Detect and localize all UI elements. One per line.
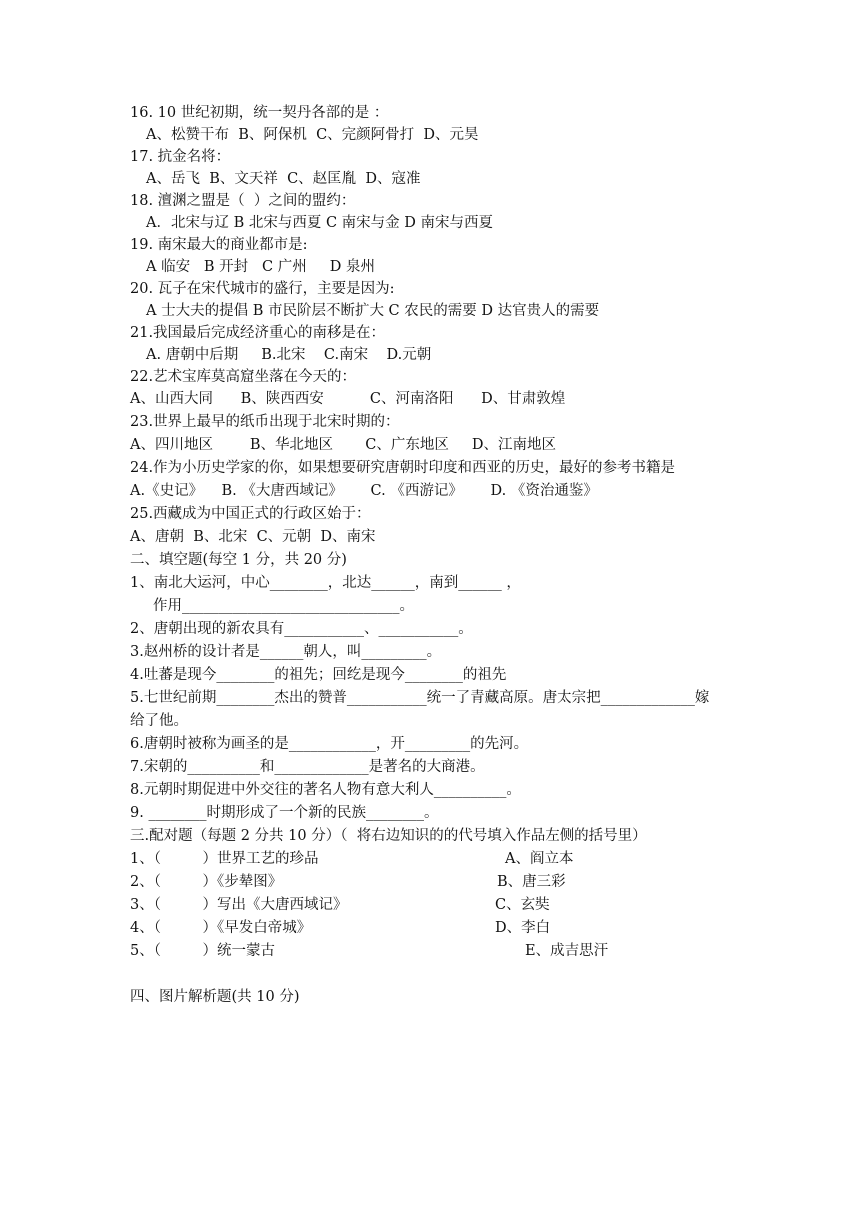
question-19-options: A 临安 B 开封 C 广州 D 泉州 (146, 259, 375, 275)
question-25-options: A、唐朝 B、北宋 C、元朝 D、南宋 (130, 529, 376, 545)
question-24-options: A.《史记》 B. 《大唐西域记》 C. 《西游记》 D. 《资治通鉴》 (130, 483, 598, 499)
section-4-heading: 四、图片解析题(共 10 分) (130, 989, 300, 1005)
fill-1: 1、南北大运河，中心________，北达______，南到______ ， (130, 575, 521, 591)
question-25: 25.西藏成为中国正式的行政区始于： (130, 506, 371, 522)
question-22-options: A、山西大同 B、陕西西安 C、河南洛阳 D、甘肃敦煌 (130, 391, 566, 407)
question-23-options: A、四川地区 B、华北地区 C、广东地区 D、江南地区 (130, 437, 557, 453)
question-21: 21.我国最后完成经济重心的南移是在： (130, 325, 386, 341)
section-2-heading: 二、填空题(每空 1 分，共 20 分) (130, 552, 347, 568)
fill-5-cont: 给了他。 (130, 713, 188, 729)
fill-1-cont: 作用______________________________。 (153, 598, 414, 614)
match-left-5: 5、（ ）统一蒙古 (130, 943, 275, 959)
question-17: 17. 抗金名将： (130, 149, 231, 165)
fill-6: 6.唐朝时被称为画圣的是____________，开_________的先河。 (130, 736, 529, 752)
section-3-heading: 三.配对题（每题 2 分共 10 分）（ 将右边知识的的代号填入作品左侧的括号里） (130, 828, 647, 844)
fill-9: 9. ________时期形成了一个新的民族________。 (130, 805, 439, 821)
fill-5: 5.七世纪前期________杰出的赞普___________统一了青藏高原。唐太宗把_____________嫁 (130, 690, 710, 706)
fill-3: 3.赵州桥的设计者是______朝人，叫_________。 (130, 644, 442, 660)
fill-8: 8.元朝时期促进中外交往的著名人物有意大利人__________。 (130, 782, 521, 798)
question-20: 20. 瓦子在宋代城市的盛行，主要是因为: (130, 281, 395, 297)
match-left-2: 2、（ ）《步辇图》 (130, 874, 283, 890)
fill-4: 4.吐蕃是现今________的祖先；回纥是现今________的祖先 (130, 667, 507, 683)
match-right-a: A、阎立本 (505, 851, 574, 867)
question-23: 23.世界上最早的纸币出现于北宋时期的： (130, 414, 400, 430)
question-22: 22.艺术宝库莫高窟坐落在今天的： (130, 369, 357, 385)
fill-2: 2、唐朝出现的新农具有___________、___________。 (130, 621, 473, 637)
match-right-d: D、李白 (495, 920, 551, 936)
question-18-options: A．北宋与辽 B 北宋与西夏 C 南宋与金 D 南宋与西夏 (146, 215, 493, 231)
question-20-options: A 士大夫的提倡 B 市民阶层不断扩大 C 农民的需要 D 达官贵人的需要 (146, 303, 600, 319)
question-17-options: A、岳飞 B、文天祥 C、赵匡胤 D、寇准 (146, 171, 421, 187)
match-right-c: C、玄奘 (495, 897, 550, 913)
question-16: 16. 10 世纪初期，统一契丹各部的是 ： (130, 105, 389, 121)
match-right-b: B、唐三彩 (497, 874, 566, 890)
match-left-1: 1、（ ）世界工艺的珍品 (130, 851, 319, 867)
question-19: 19. 南宋最大的商业都市是: (130, 237, 308, 253)
match-left-3: 3、（ ）写出《大唐西域记》 (130, 897, 348, 913)
fill-7: 7.宋朝的__________和_____________是著名的大商港。 (130, 759, 485, 775)
match-left-4: 4、（ ）《早发白帝城》 (130, 920, 312, 936)
match-right-e: E、成吉思汗 (525, 943, 609, 959)
question-21-options: A. 唐朝中后期 B.北宋 C.南宋 D.元朝 (146, 347, 432, 363)
question-16-options: A、松赞干布 B、阿保机 C、完颜阿骨打 D、元昊 (146, 127, 479, 143)
question-18: 18. 澶渊之盟是（ ）之间的盟约： (130, 193, 356, 209)
question-24: 24.作为小历史学家的你，如果想要研究唐朝时印度和西亚的历史，最好的参考书籍是 (130, 460, 676, 476)
